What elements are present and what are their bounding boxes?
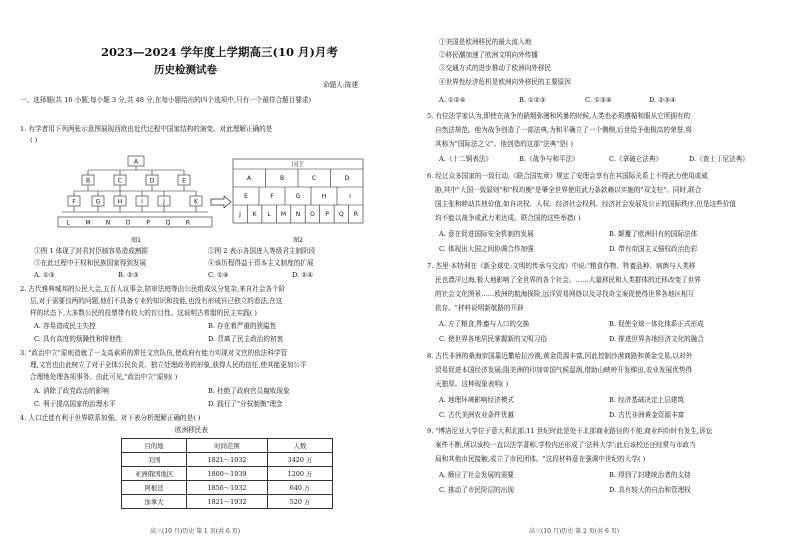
q3-stem-line1: 3. "政治中立"原则造就了一支高素质的常任文官队伍,使政府有能力实现对文官的依法科学管 <box>20 349 288 357</box>
q1-option-4: ④该历程得益于资本主义制度的扩展 <box>208 259 314 267</box>
q5-stem-line2: 自然法规范。他为战争创造了一部法典,为和平确立了一个侧侧,后世给予他极高的荣誉,将 <box>435 126 692 134</box>
fig1-node-j: J <box>163 198 165 206</box>
q4-choice-d: D. ②③④ <box>649 96 676 104</box>
exam-title: 2023—2024 学年度上学期高三(10 月)月考 <box>101 45 338 59</box>
q2-stem-line2: 层,对于需要良两的问题,他们不具备专业的知识和技能,也没有形成自己独立的看法,在这 <box>30 297 283 305</box>
q2-option-b: B. 存在着严重的狭隘性 <box>208 322 277 330</box>
q9-option-a: A. 顺应了社会发展的需要 <box>439 471 514 479</box>
table-cell: 阿根廷 <box>122 481 187 495</box>
page-footer-1: 高三(10 月)历史 第 1 页(共 6 页) <box>150 528 241 535</box>
page-footer-2: 高三(10 月)历史 第 2 页(共 6 页) <box>529 528 620 535</box>
transition-arrow-icon <box>210 196 232 208</box>
table-cell: 1856～1932 <box>187 481 268 495</box>
q6-stem-line4: 均不能以战争或武力来达成。联合国的这些举措( ) <box>435 214 581 222</box>
table-header-cell: 目的地 <box>122 439 187 453</box>
q7-option-d: D. 推进世界各地经济文化的融合 <box>609 335 704 343</box>
q6-option-b: B. 颠覆了欧洲旧有的国际法体 <box>609 230 698 238</box>
fig1-node-b: B <box>85 177 91 185</box>
q1-figure-2-grid <box>232 158 364 248</box>
fig1-node-r: R <box>185 219 191 227</box>
q7-option-c: C. 使世界各地居民掌握新的文明习俗 <box>439 335 547 343</box>
fig1-node-e: E <box>182 177 186 185</box>
table-header-row <box>122 439 333 453</box>
q9-option-d: D. 具有较大的自治和管理权 <box>609 486 691 494</box>
q2-option-d: D. 背离了民主政治的初衷 <box>208 335 284 343</box>
q8-stem-line1: 8. 古代非洲的桑海帝国靠近撒哈拉沙漠,黄金资源丰富,因此控制沙漠商路和黄金交易,以对外 <box>427 352 693 360</box>
table-cell: 1800～1939 <box>187 467 268 481</box>
q2-option-a: A. 容易造成民主失控 <box>34 322 96 330</box>
emigration-table <box>121 438 333 509</box>
exam-subtitle: 历史检测试卷 <box>154 64 217 76</box>
q5-option-c: C.《拿破仑法典》 <box>609 155 663 163</box>
fig1-node-d: D <box>149 177 155 185</box>
figure-1-caption: 图1 <box>131 237 141 244</box>
section-heading: 一、选择题(共 16 小题,每小题 3 分,共 48 分,在每小题给出的四个选项中,只有一个最符合题目要求) <box>20 96 312 104</box>
q6-stem-line3: 国主张和睦动共他价值,如自决权、人权、经济社会权利、经济社会发展及公正的国际秩序,但是这些价值 <box>435 200 736 208</box>
fig1-node-h: H <box>117 198 123 206</box>
q5-option-a: A.《十二铜表法》 <box>439 155 493 163</box>
q6-option-a: A. 意在促进国际安全机制的发展 <box>439 230 534 238</box>
fig2-r2-e: E <box>244 193 248 200</box>
q6-stem-line1: 6. 经过众多国家的一致行动,《联合国宪章》规定了安理会享有在其国际关系上不得武力使用或威 <box>427 172 708 180</box>
q8-stem-line2: 贸易促进本国经济发展;阻美洲的印加帝国气候湿润,借助山峡岭开发梯田,农业发展优势得 <box>435 366 692 374</box>
q4-table-title: 欧洲移民表 <box>175 426 208 434</box>
fig1-node-g: G <box>95 198 101 206</box>
q1-choice-a: A. ①③ <box>34 271 55 279</box>
fig1-node-f: F <box>72 198 76 206</box>
fig2-r3-m: M <box>280 211 287 218</box>
fig1-node-p: P <box>146 219 150 227</box>
q3-option-c: C. 利于提高国家的治理水平 <box>34 400 116 408</box>
q4-choice-a: A. ①②④ <box>439 96 466 104</box>
q1-stem-line2: ( ) <box>30 136 38 144</box>
q3-option-d: D. 践行了"分权制衡"理念 <box>208 400 283 408</box>
fig2-r1-a: A <box>246 175 252 182</box>
fig2-r3-r: R <box>353 211 359 218</box>
fig2-r2-g: G <box>295 193 301 200</box>
q1-figure-1-tree <box>56 150 216 250</box>
figure-2-caption: 图2 <box>293 237 303 244</box>
fig2-r3-n: N <box>295 211 301 218</box>
fig2-r3-k: K <box>252 211 257 218</box>
q8-option-d: D. 古代非洲黄金资源丰富 <box>609 411 685 419</box>
fig1-node-q: Q <box>165 219 171 227</box>
q2-stem-line1: 2. 古代雅典城邦的公民大会,五百人议事会,陪审法庭等由公民组成议分复杂,来自社会各个阶 <box>20 285 286 293</box>
q2-stem-line3: 样的状态下,大多数公民的投票带有较大的盲目性。这说明古希腊的民主实践( ) <box>30 309 257 317</box>
fig2-r2-f: F <box>270 193 274 200</box>
q7-option-b: B. 促使全球一体化体系正式形成 <box>609 320 704 328</box>
table-cell: 加拿大 <box>122 495 187 509</box>
q3-option-a: A. 消除了政党政治的影响 <box>34 387 109 395</box>
q9-stem-line1: 9. "博洛尼亚大学位于意大利北部,11 世纪时此是处于北部商业路径的不便,商业纠纷时有发生,诉讼 <box>427 427 713 435</box>
fig2-r3-p: P <box>325 211 329 218</box>
exam-page-2 <box>397 0 794 544</box>
fig1-node-l: L <box>66 219 70 227</box>
q6-option-c: C. 体现出大国之间协调合作加强 <box>439 245 534 253</box>
fig1-node-n: N <box>105 219 111 227</box>
q4-option-2: ②移民潮加速了欧洲文明向外传播 <box>439 51 538 59</box>
q1-option-1: ①图 1 体现了封君封臣制容易造成割据 <box>34 247 148 255</box>
q9-option-b: B. 得到了封建统治者的支持 <box>609 471 691 479</box>
q4-stem: 4. 人口迁徙有利于世界联系加强。对下表分析理解正确的是( ) <box>20 414 201 422</box>
fig1-node-i: I <box>141 198 143 206</box>
table-row <box>122 495 333 509</box>
fig2-r2-i: I <box>349 193 351 200</box>
q4-choice-b: B. ①②③ <box>519 96 546 104</box>
q8-stem-line3: 天独厚。这种现象表明( ) <box>435 380 509 388</box>
q1-choice-d: D. ②④ <box>292 271 314 279</box>
q4-option-4: ④世界性经济危机是欧洲向外移民的主要原因 <box>439 78 571 86</box>
q7-stem-line1: 7. 杰里·本特利在《新全球史:文明的传承与交流》中说:"粮食作物、牲畜品种、病菌与人类移 <box>427 262 696 270</box>
fig2-r1-c: C <box>311 175 317 182</box>
q5-stem-line3: 其称为"国际法之父"。他创造的这部"法典"是( ) <box>435 140 574 148</box>
fig2-r3-o: O <box>310 211 315 218</box>
q5-stem-line1: 5. 有位法学家认为,即使在战争的硝烟弥漫和风暴的时候,人类也必须遵循和服从它所拥有的 <box>427 112 691 120</box>
fig2-r3-q: Q <box>339 211 344 218</box>
q1-stem-line1: 1. 有学者用下列两张示意图展现西欧由近代过程中国家结构的演变。对此理解正确的是 <box>20 125 273 133</box>
fig1-node-a: A <box>133 158 139 166</box>
q8-option-a: A. 地理环境影响经济模式 <box>439 396 514 404</box>
fig1-node-c: C <box>117 177 123 185</box>
q4-option-3: ③交通方式的进步推动了欧洲向外移民 <box>439 64 552 72</box>
fig1-node-k: K <box>194 198 198 206</box>
fig1-node-m: M <box>85 219 91 227</box>
table-cell: 美国 <box>122 453 187 467</box>
fig2-r1-b: B <box>279 175 285 182</box>
table-cell: 640 万 <box>268 481 333 495</box>
table-cell: 520 万 <box>268 495 333 509</box>
q9-stem-line2: 案件不断,所以该校一直以法学著称,学校内还形成了'法科大学';此后该校还还经常与市政当 <box>435 441 696 449</box>
q4-choice-c: C. ①③④ <box>585 96 612 104</box>
q1-choice-c: C. ①④ <box>208 271 229 279</box>
fig1-node-o: O <box>125 219 131 227</box>
fig2-r3-l: L <box>267 211 271 218</box>
fig2-r3-j: J <box>239 211 241 218</box>
q7-option-a: A. 方了粮食,牲畜与人口的交换 <box>439 320 530 328</box>
table-header-cell: 人数 <box>268 439 333 453</box>
fig2-top-king: 国王 <box>291 161 305 169</box>
table-cell: 亚洲俄国地区 <box>122 467 187 481</box>
table-cell: 1200 万 <box>268 467 333 481</box>
q6-stem-line2: 胁,其中"大国一致原则"和"权均衡"是肇全世界使用武力条款赖以实施的"双支柱"。同时,联合 <box>435 186 702 194</box>
q5-option-d: D.《查士丁尼法典》 <box>689 155 749 163</box>
q7-stem-line4: 依存。"材料说明新航路的开辟 <box>435 304 524 312</box>
q2-option-c: C. 具有高度的烦躁性和排他性 <box>34 335 123 343</box>
q6-option-d: D. 带有帝国主义强权政治色彩 <box>609 245 698 253</box>
q8-option-b: B. 经济基础决定上层建筑 <box>609 396 684 404</box>
table-cell: 3420 万 <box>268 453 333 467</box>
fig2-r2-h: H <box>321 193 327 200</box>
table-row <box>122 481 333 495</box>
table-cell: 1821～1932 <box>187 495 268 509</box>
q4-option-1: ①美国是欧洲移民的最大流入地 <box>439 38 532 46</box>
q9-option-c: C. 推动了市民阶层的出现 <box>439 486 514 494</box>
table-header-cell: 时间范围 <box>187 439 268 453</box>
q3-stem-line2: 理,文官也由此树立了对于全体公民负责、独立处理政务的形象,获得人民的信任,使其能更加公平 <box>30 361 307 369</box>
q3-option-b: B. 杜绝了政府官员腐败现象 <box>208 387 290 395</box>
q8-option-c: C. 古代美洲农业条件优越 <box>439 411 514 419</box>
q7-stem-line2: 民也漂洋过海,极大地影响了全世界的各个社会。……大量移民和人类群体的迁移改变了世界 <box>435 276 701 284</box>
q5-option-b: B.《战争与和平法》 <box>519 155 579 163</box>
q1-choice-b: B. ②③ <box>118 271 139 279</box>
table-row <box>122 453 333 467</box>
q9-stem-line3: 局和其他市民接触,成立了市民团体。"这段材料意在强调中世纪的大学( ) <box>435 455 646 463</box>
table-row <box>122 467 333 481</box>
q7-stem-line3: 的社会文化图景……欧洲的航海探险,远洋贸易网络以及寻找奇宝案促使得世界各地区相互 <box>435 290 695 298</box>
fig2-r1-d: D <box>344 175 350 182</box>
q1-option-2: ②图 2 表示各国进入等级君主制阶段 <box>208 247 316 255</box>
q3-stem-line3: 合理地处理各项事务。由此可见,"政治中立"原则( ) <box>30 373 178 381</box>
table-cell: 1821～1932 <box>187 453 268 467</box>
author-line: 命题人:陈建 <box>323 81 359 89</box>
q1-option-3: ③在此过程中王权和民族国家得到发展 <box>34 259 147 267</box>
